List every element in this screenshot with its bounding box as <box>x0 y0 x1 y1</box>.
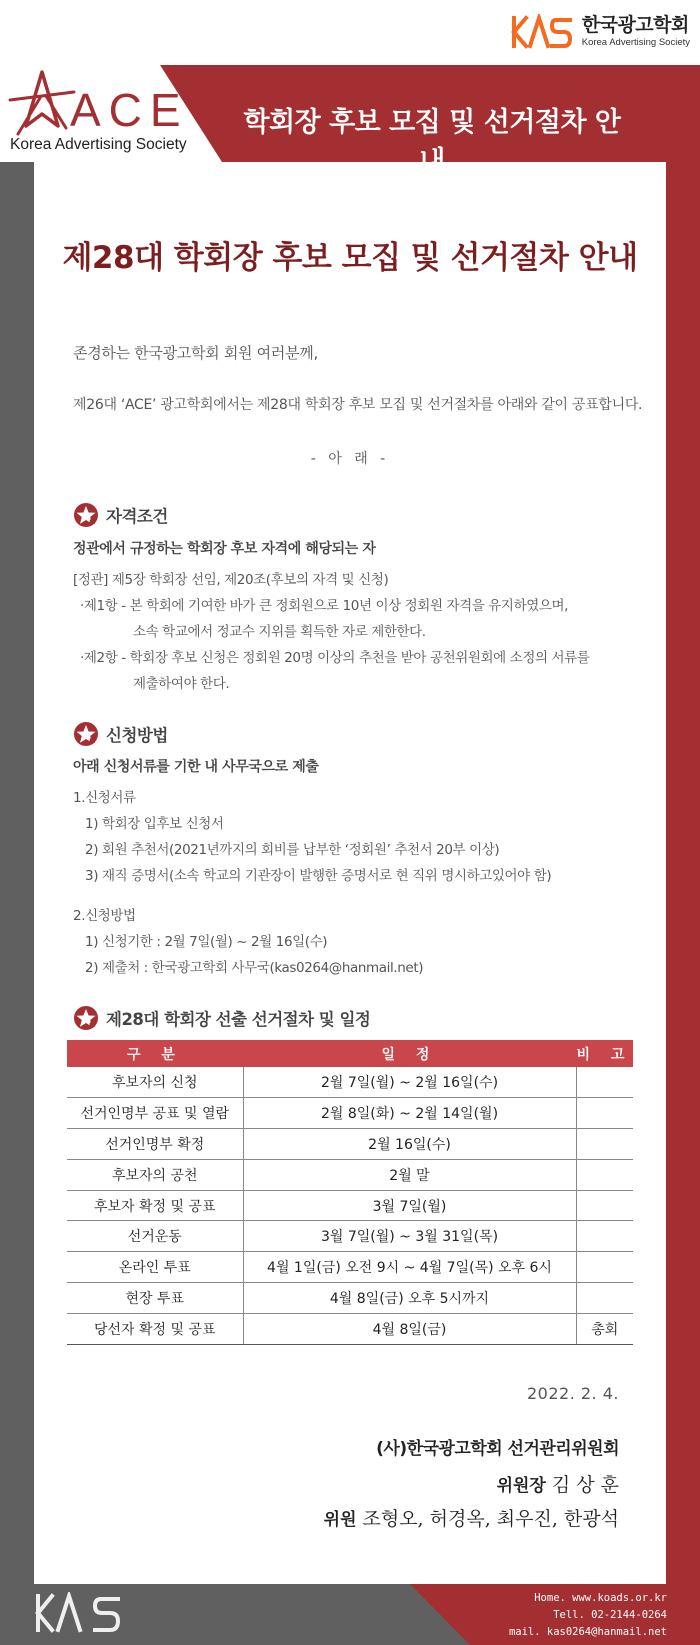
docs-title: 1.신청서류 <box>73 790 136 806</box>
cell-note <box>576 1221 633 1252</box>
clause1-line1: ·제1항 - 본 학회에 기여한 바가 큰 정회원으로 10년 이상 정회원 자격을 유지하였으며, <box>80 598 569 614</box>
cell-date: 2월 16일(수) <box>243 1129 576 1160</box>
cell-item: 온라인 투표 <box>67 1252 243 1283</box>
cell-item: 선거운동 <box>67 1221 243 1252</box>
announcement-date: 2022. 2. 4. <box>526 1384 619 1403</box>
footer-kas-logo <box>34 1592 124 1634</box>
committee-members <box>324 1504 619 1531</box>
cell-date: 4월 1일(금) 오전 9시 ~ 4월 7일(목) 오후 6시 <box>243 1252 576 1283</box>
cell-note: 총회 <box>576 1313 633 1344</box>
doc-item: 3) 재직 증명서(소속 학교의 기관장이 발행한 증명서로 현 직위 명시하고있어야 함) <box>85 868 552 884</box>
cell-item: 선거인명부 공표 및 열람 <box>67 1098 243 1129</box>
clause1-line2: 소속 학교에서 정교수 지위를 획득한 자로 제한한다. <box>133 624 426 640</box>
cell-date: 4월 8일(금) 오후 5시까지 <box>243 1283 576 1314</box>
kas-brand <box>510 14 690 50</box>
cell-note <box>576 1067 633 1098</box>
method-item: 2) 제출처 : 한국광고학회 사무국(kas0264@hanmail.net) <box>85 960 424 976</box>
method-item: 1) 신청기한 : 2월 7일(월) ~ 2월 16일(수) <box>85 934 328 950</box>
cell-date: 3월 7일(월) ~ 3월 31일(목) <box>243 1221 576 1252</box>
table-row <box>67 1098 633 1129</box>
ace-subtitle: Korea Advertising Society <box>10 136 187 153</box>
column-header: 일 정 <box>243 1040 576 1067</box>
cell-note <box>576 1098 633 1129</box>
table-row <box>67 1252 633 1283</box>
committee-name: (사)한국광고학회 선거관리위원회 <box>376 1439 619 1459</box>
cell-item: 선거인명부 확정 <box>67 1129 243 1160</box>
section-title: 제28대 학회장 선출 선거절차 및 일정 <box>106 1010 371 1029</box>
table-row <box>67 1221 633 1252</box>
cell-note <box>576 1283 633 1314</box>
cell-note <box>576 1159 633 1190</box>
method-title: 2.신청방법 <box>73 908 136 924</box>
table-row <box>67 1129 633 1160</box>
application-lead: 아래 신청서류를 기한 내 사무국으로 제출 <box>73 759 319 775</box>
clause2-line1: ·제2항 - 학회장 후보 신청은 정회원 20명 이상의 추천을 받아 공천위원회에 소정의 서류를 <box>80 650 590 666</box>
left-frame <box>0 162 34 1584</box>
cell-note <box>576 1129 633 1160</box>
section-title: 신청방법 <box>106 726 168 745</box>
ace-star-icon <box>73 1005 99 1031</box>
kas-name-en: Korea Advertising Society <box>581 37 690 49</box>
footer-tel: Tell. 02-2144-0264 <box>553 1609 667 1621</box>
column-header: 구 분 <box>67 1040 243 1067</box>
cell-note <box>576 1190 633 1221</box>
section-schedule-heading <box>73 1005 370 1031</box>
cell-item: 후보자의 공천 <box>67 1159 243 1190</box>
table-row <box>67 1159 633 1190</box>
cell-date: 3월 7일(월) <box>243 1190 576 1221</box>
doc-item: 2) 회원 추천서(2021년까지의 회비를 납부한 ‘정회원’ 추천서 20부 이상) <box>85 842 500 858</box>
chair-label: 위원장 <box>496 1476 546 1496</box>
footer-mail: mail. kas0264@hanmail.net <box>508 1626 667 1638</box>
ace-logo-text: ACE <box>70 84 189 136</box>
right-frame <box>666 162 700 1584</box>
document-title: 제28대 학회장 후보 모집 및 선거절차 안내 <box>62 240 638 276</box>
footer-home: Home. www.koads.or.kr <box>534 1592 667 1604</box>
clause2-line2: 제출하여야 한다. <box>133 676 230 692</box>
cell-date: 2월 8일(화) ~ 2월 14일(월) <box>243 1098 576 1129</box>
members-names: 조형오, 허경옥, 최우진, 한광석 <box>362 1508 619 1530</box>
greeting: 존경하는 한국광고학회 회원 여러분께, <box>73 344 318 362</box>
ace-star-icon <box>73 502 99 528</box>
cell-note <box>576 1252 633 1283</box>
banner-title: 학회장 후보 모집 및 선거절차 안 <box>243 107 621 138</box>
table-row <box>67 1067 633 1098</box>
kas-logo-icon <box>510 14 574 50</box>
ace-star-icon <box>73 721 99 747</box>
below-marker: - 아 래 - <box>310 451 390 467</box>
qualification-lead: 정관에서 규정하는 학회장 후보 자격에 해당되는 자 <box>73 541 376 557</box>
column-header: 비 고 <box>576 1040 633 1067</box>
schedule-table <box>67 1040 633 1345</box>
cell-item: 현장 투표 <box>67 1283 243 1314</box>
kas-name-kr: 한국광고학회 <box>581 14 689 37</box>
section-title: 자격조건 <box>106 507 168 526</box>
table-row <box>67 1190 633 1221</box>
footer-contact <box>509 1590 667 1641</box>
members-label: 위원 <box>323 1510 357 1530</box>
table-row <box>67 1313 633 1344</box>
intro-text: 제26대 ‘ACE’ 광고학회에서는 제28대 학회장 후보 모집 및 선거절차를 아래와 같이 공표합니다. <box>73 397 643 413</box>
chair-name: 김 상 훈 <box>551 1474 619 1496</box>
cell-date: 2월 7일(월) ~ 2월 16일(수) <box>243 1067 576 1098</box>
cell-item: 후보자 확정 및 공표 <box>67 1190 243 1221</box>
committee-chair <box>497 1470 619 1497</box>
cell-item: 당선자 확정 및 공표 <box>67 1313 243 1344</box>
doc-item: 1) 학회장 입후보 신청서 <box>85 816 224 832</box>
section-application-heading <box>73 721 168 747</box>
table-row <box>67 1283 633 1314</box>
bylaw-ref: [정관] 제5장 학회장 선임, 제20조(후보의 자격 및 신청) <box>73 572 389 588</box>
table-header-row <box>67 1040 633 1067</box>
cell-item: 후보자의 신청 <box>67 1067 243 1098</box>
cell-date: 2월 말 <box>243 1159 576 1190</box>
cell-date: 4월 8일(금) <box>243 1313 576 1344</box>
section-qualification-heading <box>73 502 168 528</box>
